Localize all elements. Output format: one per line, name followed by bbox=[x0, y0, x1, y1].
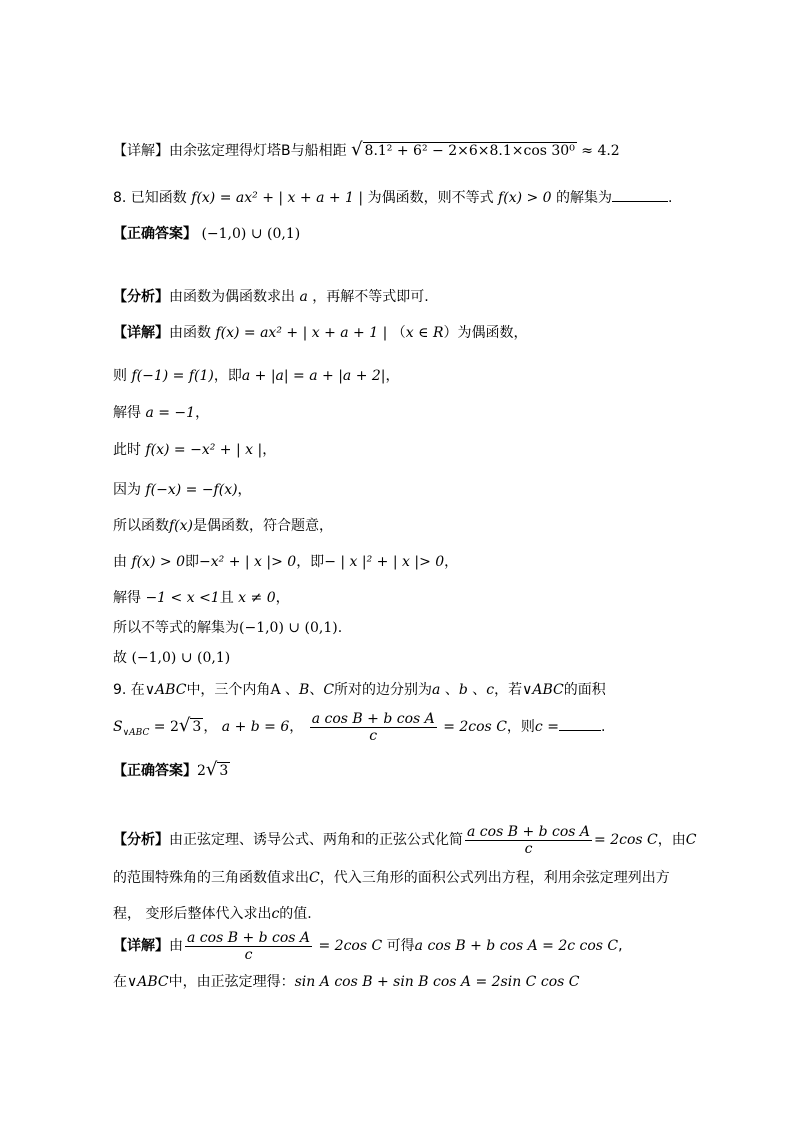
triangle: ∨ABC bbox=[127, 974, 169, 990]
q8-text-end: 的解集为 bbox=[556, 190, 613, 206]
analysis-label: 【分析】 bbox=[113, 289, 169, 305]
answer-value: (−1,0) ∪ (0,1) bbox=[201, 226, 301, 242]
expr: f(x) = −x² + | x | bbox=[145, 442, 263, 458]
side-b: b bbox=[458, 682, 468, 698]
answer-blank bbox=[559, 716, 601, 731]
angle-b: B bbox=[299, 682, 310, 698]
distance-expression: 8.1² + 6² − 2×6×8.1×cos 30⁰ bbox=[364, 143, 575, 159]
area-value: = 2 bbox=[149, 719, 179, 735]
text: 所以不等式的解集为 bbox=[113, 620, 239, 636]
angle-c: C bbox=[309, 870, 320, 886]
analysis-var: a bbox=[299, 289, 308, 305]
expr: x ≠ 0 bbox=[238, 590, 276, 606]
text: ， bbox=[195, 405, 210, 421]
denominator: c bbox=[369, 727, 378, 744]
expr: a cos B + b cos A = 2c cos C bbox=[414, 938, 619, 954]
area-symbol: S bbox=[113, 719, 123, 735]
answer-value: 2 bbox=[197, 763, 206, 779]
q8-period: . bbox=[668, 190, 673, 206]
q9-answer bbox=[113, 760, 230, 781]
text: ，即 bbox=[213, 368, 242, 384]
text: ，由 bbox=[657, 832, 686, 848]
question-9-line-2 bbox=[113, 708, 605, 751]
q8-detail-3 bbox=[113, 403, 209, 423]
c-equals: c = bbox=[534, 719, 559, 735]
fraction bbox=[465, 824, 592, 857]
text: ， bbox=[444, 554, 459, 570]
numerator: a cos B + b cos A bbox=[311, 710, 435, 727]
text: 此时 bbox=[113, 442, 141, 458]
comma: ， bbox=[203, 719, 218, 735]
q9-analysis-3 bbox=[113, 904, 312, 924]
period: . bbox=[600, 719, 606, 735]
expr: sin A cos B + sin B cos A = 2sin C cos C bbox=[294, 974, 580, 990]
detail-text: 【详解】由余弦定理得灯塔B与船相距 bbox=[113, 143, 347, 159]
domain: x ∈ R bbox=[405, 325, 444, 341]
text: 解得 bbox=[113, 405, 141, 421]
text: 的值. bbox=[279, 906, 312, 922]
analysis-text-end: ，再解不等式即可. bbox=[312, 289, 429, 305]
sqrt-3: 3 bbox=[192, 719, 202, 735]
expr: a = −1 bbox=[145, 405, 196, 421]
q9-number: 9. 在 bbox=[113, 682, 145, 698]
numerator: a cos B + b cos A bbox=[467, 823, 591, 840]
expr: a + |a| = a + |a + 2| bbox=[241, 368, 386, 384]
q8-detail-6 bbox=[113, 516, 333, 536]
answer-label: 【正确答案】 bbox=[113, 226, 197, 242]
text: ，若 bbox=[494, 682, 523, 698]
text: 可得 bbox=[386, 938, 415, 954]
radical-sign: √ bbox=[178, 715, 191, 736]
detail-text: 由函数 bbox=[169, 325, 211, 341]
text: 所以函数 bbox=[113, 518, 169, 534]
q8-detail-2 bbox=[113, 366, 400, 386]
q8-detail-1 bbox=[113, 323, 527, 343]
expr: −x² + | x |> 0 bbox=[199, 554, 297, 570]
angle-c: C bbox=[323, 682, 335, 698]
text: 所对的边分别为 bbox=[334, 682, 433, 698]
sep: 、 bbox=[309, 682, 324, 698]
text: 由 bbox=[113, 554, 127, 570]
numerator: a cos B + b cos A bbox=[187, 929, 311, 946]
text: , bbox=[618, 938, 623, 954]
q8-conclusion bbox=[113, 648, 230, 668]
text: . bbox=[337, 620, 343, 636]
text: ，即 bbox=[296, 554, 325, 570]
q8-function: f(x) = ax² + | x + a + 1 | bbox=[191, 190, 364, 206]
text: 且 bbox=[219, 590, 234, 606]
q9-detail-1 bbox=[113, 928, 623, 964]
equation-rhs: = 2cos C bbox=[594, 832, 658, 848]
detail-label: 【详解】 bbox=[113, 325, 169, 341]
q8-detail-4 bbox=[113, 440, 276, 460]
analysis-text: 由函数为偶函数求出 bbox=[169, 289, 295, 305]
text: 即 bbox=[185, 554, 199, 570]
q9-detail-2 bbox=[113, 972, 579, 992]
answer-blank bbox=[612, 187, 668, 202]
text: ，代入三角形的面积公式列出方程，利用余弦定理列出方 bbox=[319, 870, 670, 886]
q8-text: 为偶函数，则不等式 bbox=[367, 190, 494, 206]
text: 解得 bbox=[113, 590, 141, 606]
expr: f(−x) = −f(x) bbox=[145, 482, 238, 498]
q8-detail-7 bbox=[113, 552, 458, 572]
text: 故 bbox=[113, 650, 127, 666]
side-a: a bbox=[432, 682, 441, 698]
text: ，则 bbox=[506, 719, 535, 735]
detail-text-end: ）为偶函数， bbox=[443, 325, 528, 341]
text: 的面积 bbox=[563, 682, 606, 698]
comma: ， bbox=[289, 719, 304, 735]
expr: f(x) > 0 bbox=[131, 554, 185, 570]
side-c: c bbox=[271, 906, 280, 922]
text: 的范围特殊角的三角函数值求出 bbox=[113, 870, 309, 886]
sep: 、 bbox=[444, 682, 459, 698]
paren-open: （ bbox=[391, 325, 406, 341]
q8-detail-9 bbox=[113, 618, 342, 638]
equation-rhs: = 2cos C bbox=[438, 719, 507, 735]
q8-inequality: f(x) > 0 bbox=[498, 190, 552, 206]
analysis-label: 【分析】 bbox=[113, 832, 169, 848]
text: ， bbox=[275, 590, 290, 606]
denominator: c bbox=[244, 946, 253, 963]
expr: f(−1) = f(1) bbox=[131, 368, 214, 384]
sqrt-3: 3 bbox=[219, 763, 229, 779]
text: 程， 变形后整体代入求出 bbox=[113, 906, 272, 922]
answer-label: 【正确答案】 bbox=[113, 763, 197, 779]
q9-analysis-1 bbox=[113, 822, 696, 858]
denominator: c bbox=[524, 840, 533, 857]
question-8 bbox=[113, 187, 673, 208]
triangle: ∨ABC bbox=[522, 682, 564, 698]
expr: (−1,0) ∪ (0,1) bbox=[131, 650, 231, 666]
text: 中，由正弦定理得： bbox=[168, 974, 295, 990]
angle-a: A bbox=[270, 682, 281, 698]
detail-label: 【详解】 bbox=[113, 938, 169, 954]
q8-detail-8 bbox=[113, 588, 290, 608]
question-9-line-1 bbox=[113, 680, 606, 700]
fraction bbox=[185, 930, 312, 963]
expr: − | x |² + | x |> 0 bbox=[324, 554, 445, 570]
text: 在 bbox=[113, 974, 127, 990]
q9-analysis-2 bbox=[113, 868, 670, 888]
text: 由 bbox=[169, 938, 183, 954]
expr: −1 < x <1 bbox=[145, 590, 220, 606]
q8-number: 8. 已知函数 bbox=[113, 190, 187, 206]
document-page bbox=[113, 0, 697, 1123]
q8-detail-5 bbox=[113, 480, 252, 500]
q8-analysis bbox=[113, 287, 429, 307]
approx-result: ≈ 4.2 bbox=[581, 143, 620, 159]
text: 是偶函数，符合题意， bbox=[193, 518, 334, 534]
angle-c: C bbox=[685, 832, 697, 848]
text: ， bbox=[237, 482, 252, 498]
expr: f(x) bbox=[169, 518, 194, 534]
text: 由正弦定理、诱导公式、两角和的正弦公式化简 bbox=[169, 832, 463, 848]
area-subscript: ∨ABC bbox=[122, 727, 150, 738]
triangle: ∨ABC bbox=[144, 682, 187, 698]
radical-sign: √ bbox=[351, 139, 363, 160]
q8-answer bbox=[113, 224, 300, 244]
side-c: c bbox=[486, 682, 495, 698]
text: 则 bbox=[113, 368, 127, 384]
fraction bbox=[310, 711, 437, 744]
expr: (−1,0) ∪ (0,1) bbox=[239, 620, 338, 636]
sep: 、 bbox=[285, 682, 300, 698]
detail-function: f(x) = ax² + | x + a + 1 | bbox=[215, 325, 388, 341]
detail-line-lighthouse bbox=[113, 140, 620, 161]
equation-rhs: = 2cos C bbox=[314, 938, 383, 954]
text: ， bbox=[385, 368, 400, 384]
sep: 、 bbox=[472, 682, 487, 698]
radical-sign: √ bbox=[205, 759, 218, 780]
text: 因为 bbox=[113, 482, 141, 498]
side-sum: a + b = 6 bbox=[221, 719, 290, 735]
text: 中，三个内角 bbox=[186, 682, 271, 698]
text: ， bbox=[262, 442, 277, 458]
